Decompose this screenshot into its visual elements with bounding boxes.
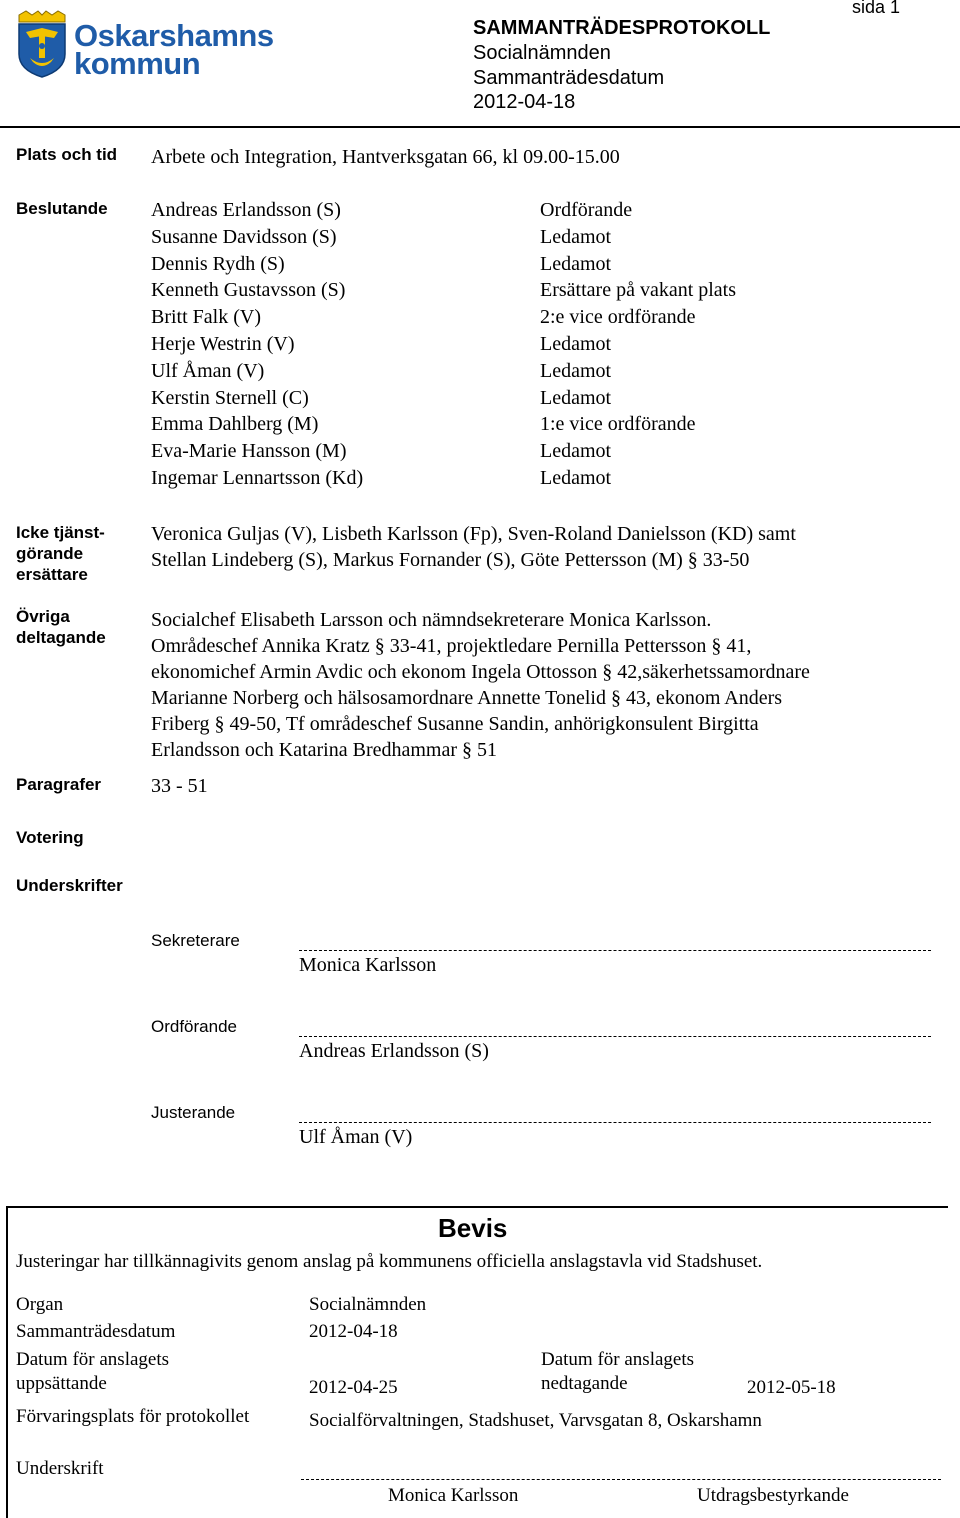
- coat-of-arms-icon: [16, 10, 68, 78]
- logo-text-line-1: Oskarshamns: [74, 18, 274, 53]
- member-role: Ledamot: [540, 225, 612, 248]
- signer-title: Sekreterare: [151, 931, 240, 950]
- member-role: Ledamot: [540, 359, 612, 382]
- logo-text-line-2: kommun: [74, 46, 201, 81]
- organ-label: Organ: [16, 1294, 64, 1315]
- header-rule: [0, 126, 960, 128]
- signer-name: Ulf Åman (V): [299, 1126, 413, 1148]
- document-type: SAMMANTRÄDESPROTOKOLL: [473, 17, 771, 39]
- member-role: Ledamot: [540, 440, 612, 463]
- signature-line: [299, 1122, 931, 1123]
- member-role: Ledamot: [540, 386, 612, 409]
- member-role: Ersättare på vakant plats: [540, 279, 737, 302]
- meeting-date-label-2: Sammanträdesdatum: [16, 1321, 176, 1342]
- organ-value: Socialnämnden: [309, 1294, 427, 1315]
- member-name: Eva-Marie Hansson (M): [151, 440, 347, 463]
- storage-value: Socialförvaltningen, Stadshuset, Varvsgatan 8, Oskarshamn: [309, 1410, 762, 1431]
- signer-title: Ordförande: [151, 1017, 237, 1036]
- signatures-label: Underskrifter: [16, 876, 123, 895]
- meeting-date: 2012-04-18: [473, 91, 576, 113]
- place-time-value: Arbete och Integration, Hantverksgatan 66, kl 09.00-15.00: [151, 146, 620, 168]
- member-role: Ordförande: [540, 199, 633, 221]
- certificate-signer-name: Monica Karlsson: [388, 1485, 519, 1506]
- municipality-logo: [16, 10, 274, 81]
- member-role: 1:e vice ordförande: [540, 413, 696, 436]
- paragraphs-value: 33 - 51: [151, 775, 208, 797]
- posting-date-value: 2012-04-25: [309, 1377, 398, 1398]
- other-participants-text: Socialchef Elisabeth Larsson och nämndsekreterare Monica Karlsson. Områdeschef Annika Kratz § 33-41, projektledare Pernilla Pettersson § 41, ekonomichef Armin Avdic och ekonom Ingela Ottosson § 42,säkerhetssamordnare Marianne Norberg och hälsosamordnare Annette Tonelid § 43, ekonom Anders Friberg § 49-50, Tf områdeschef Susanne Sandin, anhörigkonsulent Birgitta Erlandsson och Katarina Bredhammar § 51: [151, 609, 810, 761]
- certificate-signature-line: [301, 1479, 941, 1480]
- member-name: Emma Dahlberg (M): [151, 413, 319, 436]
- place-time-label: Plats och tid: [16, 145, 118, 164]
- member-name: Ingemar Lennartsson (Kd): [151, 466, 364, 489]
- posting-date-label: Datum för anslagets uppsättande: [16, 1349, 170, 1394]
- certificate-text: Justeringar har tillkännagivits genom anslag på kommunens officiella anslagstavla vid Stadshuset.: [16, 1251, 763, 1272]
- removal-date-label: Datum för anslagets nedtagande: [541, 1349, 695, 1394]
- non-serving-label: Icke tjänst- görande ersättare: [16, 523, 105, 584]
- meeting-date-value-2: 2012-04-18: [309, 1321, 398, 1342]
- member-role: Ledamot: [540, 466, 612, 489]
- page-number: sida 1: [852, 0, 901, 17]
- signature-line: [299, 950, 931, 951]
- meeting-date-label: Sammanträdesdatum: [473, 67, 665, 89]
- member-name: Andreas Erlandsson (S): [151, 199, 341, 221]
- members-list: [151, 197, 363, 492]
- certificate-title: Bevis: [438, 1213, 508, 1243]
- storage-label: Förvaringsplats för protokollet: [16, 1406, 250, 1427]
- paragraphs-label: Paragrafer: [16, 775, 102, 794]
- roles-list: [540, 197, 736, 492]
- member-name: Britt Falk (V): [151, 306, 261, 329]
- signer-name: Andreas Erlandsson (S): [299, 1040, 489, 1062]
- member-name: Kenneth Gustavsson (S): [151, 279, 346, 302]
- member-name: Ulf Åman (V): [151, 359, 265, 382]
- member-role: 2:e vice ordförande: [540, 306, 696, 329]
- signature-label: Underskrift: [16, 1458, 104, 1479]
- member-name: Kerstin Sternell (C): [151, 386, 309, 409]
- voting-label: Votering: [16, 828, 84, 847]
- signer-name: Monica Karlsson: [299, 954, 437, 976]
- member-role: Ledamot: [540, 332, 612, 355]
- signer-title: Justerande: [151, 1103, 236, 1122]
- member-name: Herje Westrin (V): [151, 332, 295, 355]
- certificate-signer-role: Utdragsbestyrkande: [697, 1485, 849, 1506]
- removal-date-value: 2012-05-18: [747, 1377, 836, 1398]
- member-name: Susanne Davidsson (S): [151, 225, 337, 248]
- non-serving-text: Veronica Guljas (V), Lisbeth Karlsson (Fp), Sven-Roland Danielsson (KD) samt Stellan Lindeberg (S), Markus Fornander (S), Göte Pettersson (M) § 33-50: [151, 523, 796, 571]
- member-role: Ledamot: [540, 252, 612, 275]
- committee-name: Socialnämnden: [473, 42, 611, 64]
- signature-line: [299, 1036, 931, 1037]
- member-name: Dennis Rydh (S): [151, 252, 285, 275]
- other-participants-label: Övriga deltagande: [16, 607, 106, 647]
- decision-makers-label: Beslutande: [16, 199, 108, 218]
